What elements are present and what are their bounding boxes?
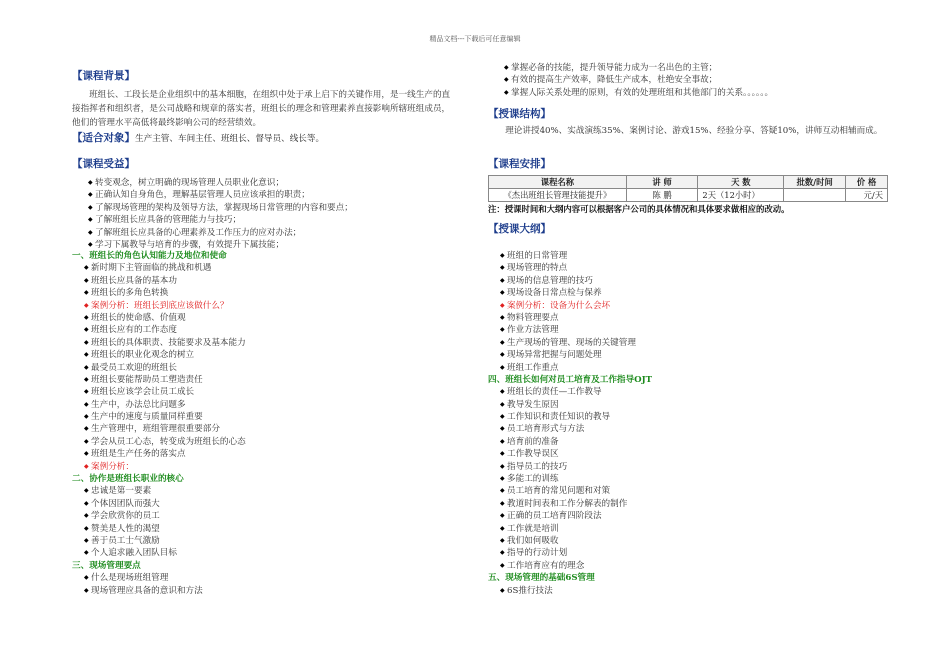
list-item [488, 399, 652, 411]
diamond-bullet-icon: ◆ [84, 363, 89, 371]
list-item [488, 523, 652, 535]
list-item-text: 员工培育形式与方法 [507, 424, 585, 435]
list-item-text: 转变观念，树立明确的现场管理人员职业化意识； [95, 178, 285, 188]
diamond-bullet-icon: ◆ [500, 499, 505, 507]
teaching-structure-title: 【授课结构】 [488, 108, 551, 120]
diamond-bullet-icon: ◆ [84, 388, 89, 396]
list-item-text: 生产中的速度与质量同样重要 [91, 412, 203, 423]
list-item [488, 473, 652, 485]
list-item-text: 班组长的具体职责、技能要求及基本能力 [91, 337, 246, 348]
diamond-bullet-icon: ◆ [500, 264, 505, 272]
diamond-bullet-icon: ◆ [84, 462, 89, 470]
diamond-bullet-icon: ◆ [500, 351, 505, 359]
right-outline-list [488, 250, 652, 597]
outline-section-heading [72, 560, 246, 572]
list-item-text: 班组长应该学会让员工成长 [91, 387, 195, 398]
diamond-bullet-icon: ◆ [84, 499, 89, 507]
list-item [72, 287, 246, 299]
outline-title: 【授课大纲】 [488, 223, 551, 235]
list-item-text: 二、协作是班组长职业的核心 [72, 474, 184, 485]
list-item [504, 74, 773, 86]
list-item-text: 了解班组长应具备的管理能力与技巧； [95, 215, 242, 226]
list-item [72, 262, 246, 274]
list-item [488, 349, 652, 361]
list-item [488, 324, 652, 336]
diamond-bullet-icon: ◆ [500, 450, 505, 458]
list-item [488, 411, 652, 423]
schedule-table [488, 175, 888, 202]
list-item [488, 337, 652, 349]
list-item-text: 生产现场的管理、现场的关键管理 [507, 337, 636, 348]
list-item-text: 现场管理的特点 [507, 263, 568, 274]
outline-section-heading [488, 572, 652, 584]
diamond-bullet-icon: ◆ [84, 375, 89, 383]
list-item-text: 指导员工的技巧 [507, 461, 568, 472]
list-item [488, 250, 652, 262]
diamond-bullet-icon: ◆ [84, 425, 89, 433]
diamond-bullet-icon: ◆ [84, 536, 89, 544]
list-item-text: 最受员工欢迎的班组长 [91, 362, 177, 373]
list-item [488, 585, 652, 597]
list-item-text: 现场的信息管理的技巧 [507, 275, 593, 286]
list-item-text: 善于员工士气激励 [91, 535, 160, 546]
diamond-bullet-icon: ◆ [504, 76, 509, 84]
schedule-cell-batch [784, 189, 846, 202]
list-item-text: 工作就是培训 [507, 523, 559, 534]
diamond-bullet-icon: ◆ [500, 313, 505, 321]
teaching-structure-text: 理论讲授40%、实战演练35%、案例讨论、游戏15%、经验分享、答疑10%，讲师互动相辅而成。 [505, 126, 883, 136]
diamond-bullet-icon: ◆ [84, 301, 89, 309]
list-item-text: 培育前的准备 [507, 436, 559, 447]
schedule-header-lecturer: 讲 师 [626, 176, 698, 189]
schedule-cell-days: 2天（12小时） [698, 189, 784, 202]
diamond-bullet-icon: ◆ [84, 450, 89, 458]
course-background-title: 【课程背景】 [72, 70, 135, 82]
list-item-text: 掌握人际关系处理的原则，有效的处理班组和其他部门的关系。。。。。。 [511, 87, 774, 98]
list-item-text: 班组长的职业化观念的树立 [91, 350, 195, 361]
list-item-text: 学会欣赏你的员工 [91, 511, 160, 522]
diamond-bullet-icon: ◆ [84, 586, 89, 594]
diamond-bullet-icon: ◆ [84, 313, 89, 321]
list-item [88, 202, 353, 214]
audience-line [72, 131, 324, 146]
list-item-text: 工作知识和责任知识的教导 [507, 412, 611, 423]
benefits-list [88, 177, 353, 251]
diamond-bullet-icon: ◆ [500, 400, 505, 408]
diamond-bullet-icon: ◆ [500, 388, 505, 396]
list-item-text: 指导的行动计划 [507, 548, 568, 559]
list-item-text: 有效的提高生产效率，降低生产成本，杜绝安全事故； [511, 75, 718, 86]
list-item [72, 436, 246, 448]
list-item-text: 班组长的责任—工作教导 [507, 387, 602, 398]
diamond-bullet-icon: ◆ [500, 549, 505, 557]
list-item [488, 287, 652, 299]
list-item [504, 62, 773, 74]
diamond-bullet-icon: ◆ [500, 536, 505, 544]
list-item-text: 我们如何吸收 [507, 535, 559, 546]
list-item-text: 赞美是人性的渴望 [91, 523, 160, 534]
case-study-item [488, 300, 652, 312]
list-item-text: 作业方法管理 [507, 325, 559, 336]
list-item [88, 227, 353, 239]
diamond-bullet-icon: ◆ [500, 413, 505, 421]
schedule-cell-course: 《杰出班组长管理技能提升》 [489, 189, 627, 202]
list-item-text: 班组的日常管理 [507, 251, 568, 261]
diamond-bullet-icon: ◆ [500, 338, 505, 346]
list-item-text: 员工培育的常见问题和对策 [507, 486, 611, 497]
diamond-bullet-icon: ◆ [88, 191, 93, 199]
list-item [88, 177, 353, 189]
right-top-list [504, 62, 773, 99]
diamond-bullet-icon: ◆ [84, 326, 89, 334]
list-item-text: 现场管理应具备的意识和方法 [91, 585, 203, 596]
list-item-text: 一、班组长的角色认知能力及地位和使命 [72, 251, 227, 261]
outline-section-heading [72, 473, 246, 485]
schedule-cell-lecturer: 陈 鹏 [626, 189, 698, 202]
schedule-note: 注：授课时间和大纲内容可以根据客户公司的具体情况和具体要求做相应的改动。 [488, 204, 790, 214]
diamond-bullet-icon: ◆ [500, 561, 505, 569]
list-item-text: 多能工的训练 [507, 474, 559, 485]
case-study-item [72, 300, 246, 312]
list-item [72, 399, 246, 411]
list-item-text: 生产管理中，班组管理很重要部分 [91, 424, 220, 435]
list-item-text: 班组长应有的工作态度 [91, 325, 177, 336]
list-item-text: 了解现场管理的架构及领导方法，掌握现场日常管理的内容和要点； [95, 202, 353, 213]
list-item-text: 教导发生原因 [507, 399, 559, 410]
list-item [488, 560, 652, 572]
list-item [72, 349, 246, 361]
list-item [488, 535, 652, 547]
diamond-bullet-icon: ◆ [500, 475, 505, 483]
list-item-text: 班组工作重点 [507, 362, 559, 373]
diamond-bullet-icon: ◆ [88, 216, 93, 224]
diamond-bullet-icon: ◆ [504, 88, 509, 96]
header-note: 精品文档---下载后可任意编辑 [429, 35, 521, 43]
list-item-text: 班组长的多角色转换 [91, 288, 169, 299]
schedule-header-course: 课程名称 [489, 176, 627, 189]
diamond-bullet-icon: ◆ [84, 264, 89, 272]
diamond-bullet-icon: ◆ [500, 437, 505, 445]
list-item-text: 工作培育应有的理念 [507, 560, 585, 571]
list-item-text: 案例分析：班组长到底应该做什么？ [91, 300, 229, 311]
outline-section-heading [72, 250, 246, 262]
list-item-text: 案例分析：设备为什么会坏 [507, 300, 611, 311]
list-item [504, 87, 773, 99]
schedule-row [489, 189, 888, 202]
list-item [72, 523, 246, 535]
diamond-bullet-icon: ◆ [500, 252, 505, 259]
diamond-bullet-icon: ◆ [504, 64, 509, 71]
diamond-bullet-icon: ◆ [84, 351, 89, 359]
diamond-bullet-icon: ◆ [500, 301, 505, 309]
list-item [72, 547, 246, 559]
list-item [488, 423, 652, 435]
list-item [488, 510, 652, 522]
list-item-text: 现场异常把握与问题处理 [507, 350, 602, 361]
audience-title: 【适合对象】 [72, 132, 135, 144]
list-item-text: 班组长的使命感、价值观 [91, 312, 186, 323]
diamond-bullet-icon: ◆ [84, 574, 89, 582]
list-item [88, 214, 353, 226]
list-item-text: 工作教导误区 [507, 449, 559, 460]
list-item [488, 386, 652, 398]
list-item [488, 262, 652, 274]
diamond-bullet-icon: ◆ [500, 586, 505, 594]
list-item [88, 189, 353, 201]
course-background-text: 班组长、工段长是企业组织中的基本细胞，在组织中处于承上启下的关键作用，是一线生产的直接指挥者和组织者，是公司战略和规章的落实者，班组长的理念和管理素养直接影响所辖班组成员，他们的管理水平高低将最终影响公司的经营绩效。 [72, 90, 451, 128]
list-item [72, 337, 246, 349]
list-item-text: 现场设备日常点检与保养 [507, 288, 602, 299]
list-item [72, 572, 246, 584]
list-item-text: 四、班组长如何对员工培育及工作指导OJT [488, 374, 653, 385]
list-item-text: 了解班组长应具备的心理素养及工作压力的应对办法； [95, 227, 302, 238]
diamond-bullet-icon: ◆ [88, 228, 93, 236]
list-item-text: 忠诚是第一要素 [91, 486, 152, 497]
list-item [488, 436, 652, 448]
schedule-header-days: 天 数 [698, 176, 784, 189]
list-item [72, 362, 246, 374]
diamond-bullet-icon: ◆ [84, 512, 89, 520]
diamond-bullet-icon: ◆ [84, 487, 89, 495]
list-item-text: 班组长要能帮助员工塑造责任 [91, 374, 203, 385]
list-item-text: 物料管理要点 [507, 312, 559, 323]
list-item-text: 生产中，办法总比问题多 [91, 399, 186, 410]
diamond-bullet-icon: ◆ [88, 240, 93, 248]
diamond-bullet-icon: ◆ [84, 289, 89, 297]
list-item-text: 教道时间表和工作分解表的制作 [507, 498, 628, 509]
diamond-bullet-icon: ◆ [500, 487, 505, 495]
list-item [72, 275, 246, 287]
schedule-header-row [489, 176, 888, 189]
list-item [488, 448, 652, 460]
list-item-text: 学会从员工心态，转变成为班组长的心态 [91, 436, 246, 447]
list-item [72, 585, 246, 597]
list-item [72, 485, 246, 497]
case-study-item [72, 461, 246, 473]
list-item [72, 448, 246, 460]
diamond-bullet-icon: ◆ [500, 462, 505, 470]
list-item-text: 新时期下主管面临的挑战和机遇 [91, 263, 212, 274]
audience-text: 生产主管、车间主任、班组长、督导员、线长等。 [135, 134, 325, 144]
list-item [488, 312, 652, 324]
diamond-bullet-icon: ◆ [500, 326, 505, 334]
list-item-text: 三、现场管理要点 [72, 560, 141, 571]
diamond-bullet-icon: ◆ [500, 524, 505, 532]
list-item [72, 411, 246, 423]
diamond-bullet-icon: ◆ [500, 276, 505, 284]
diamond-bullet-icon: ◆ [84, 524, 89, 532]
list-item [488, 547, 652, 559]
diamond-bullet-icon: ◆ [84, 276, 89, 284]
list-item-text: 个体因团队而强大 [91, 498, 160, 509]
list-item [488, 498, 652, 510]
schedule-header-batch: 批数/时间 [784, 176, 846, 189]
list-item-text: 学习下属教导与培育的步骤，有效提升下属技能； [95, 239, 285, 250]
list-item [72, 374, 246, 386]
list-item-text: 什么是现场班组管理 [91, 573, 169, 584]
list-item [72, 423, 246, 435]
diamond-bullet-icon: ◆ [84, 413, 89, 421]
schedule-header-price: 价 格 [846, 176, 888, 189]
list-item [72, 510, 246, 522]
list-item-text: 五、现场管理的基础6S管理 [488, 573, 595, 584]
list-item-text: 班组长应具备的基本功 [91, 275, 177, 286]
diamond-bullet-icon: ◆ [84, 400, 89, 408]
list-item-text: 6S推行技法 [507, 585, 553, 596]
diamond-bullet-icon: ◆ [500, 289, 505, 297]
list-item [72, 498, 246, 510]
schedule-cell-price: 元/天 [846, 189, 888, 202]
list-item-text: 个人追求融入团队目标 [91, 548, 177, 559]
diamond-bullet-icon: ◆ [500, 425, 505, 433]
schedule-title: 【课程安排】 [488, 158, 551, 170]
list-item-text: 正确认知自身角色，理解基层管理人员应该承担的职责； [95, 190, 310, 201]
diamond-bullet-icon: ◆ [500, 512, 505, 520]
list-item [488, 275, 652, 287]
outline-section-heading [488, 374, 652, 386]
list-item [72, 324, 246, 336]
list-item-text: 掌握必备的技能，提升领导能力成为一名出色的主管； [511, 63, 718, 73]
diamond-bullet-icon: ◆ [500, 363, 505, 371]
list-item-text: 正确的员工培育四阶段法 [507, 511, 602, 522]
diamond-bullet-icon: ◆ [88, 203, 93, 211]
diamond-bullet-icon: ◆ [84, 549, 89, 557]
list-item [488, 485, 652, 497]
diamond-bullet-icon: ◆ [84, 338, 89, 346]
list-item [488, 362, 652, 374]
list-item [488, 461, 652, 473]
course-benefits-title: 【课程受益】 [72, 158, 135, 170]
diamond-bullet-icon: ◆ [88, 179, 93, 186]
left-outline-list [72, 250, 246, 597]
list-item [72, 535, 246, 547]
list-item-text: 案例分析： [91, 461, 134, 472]
list-item [72, 386, 246, 398]
list-item [72, 312, 246, 324]
diamond-bullet-icon: ◆ [84, 437, 89, 445]
list-item-text: 班组是生产任务的落实点 [91, 449, 186, 460]
